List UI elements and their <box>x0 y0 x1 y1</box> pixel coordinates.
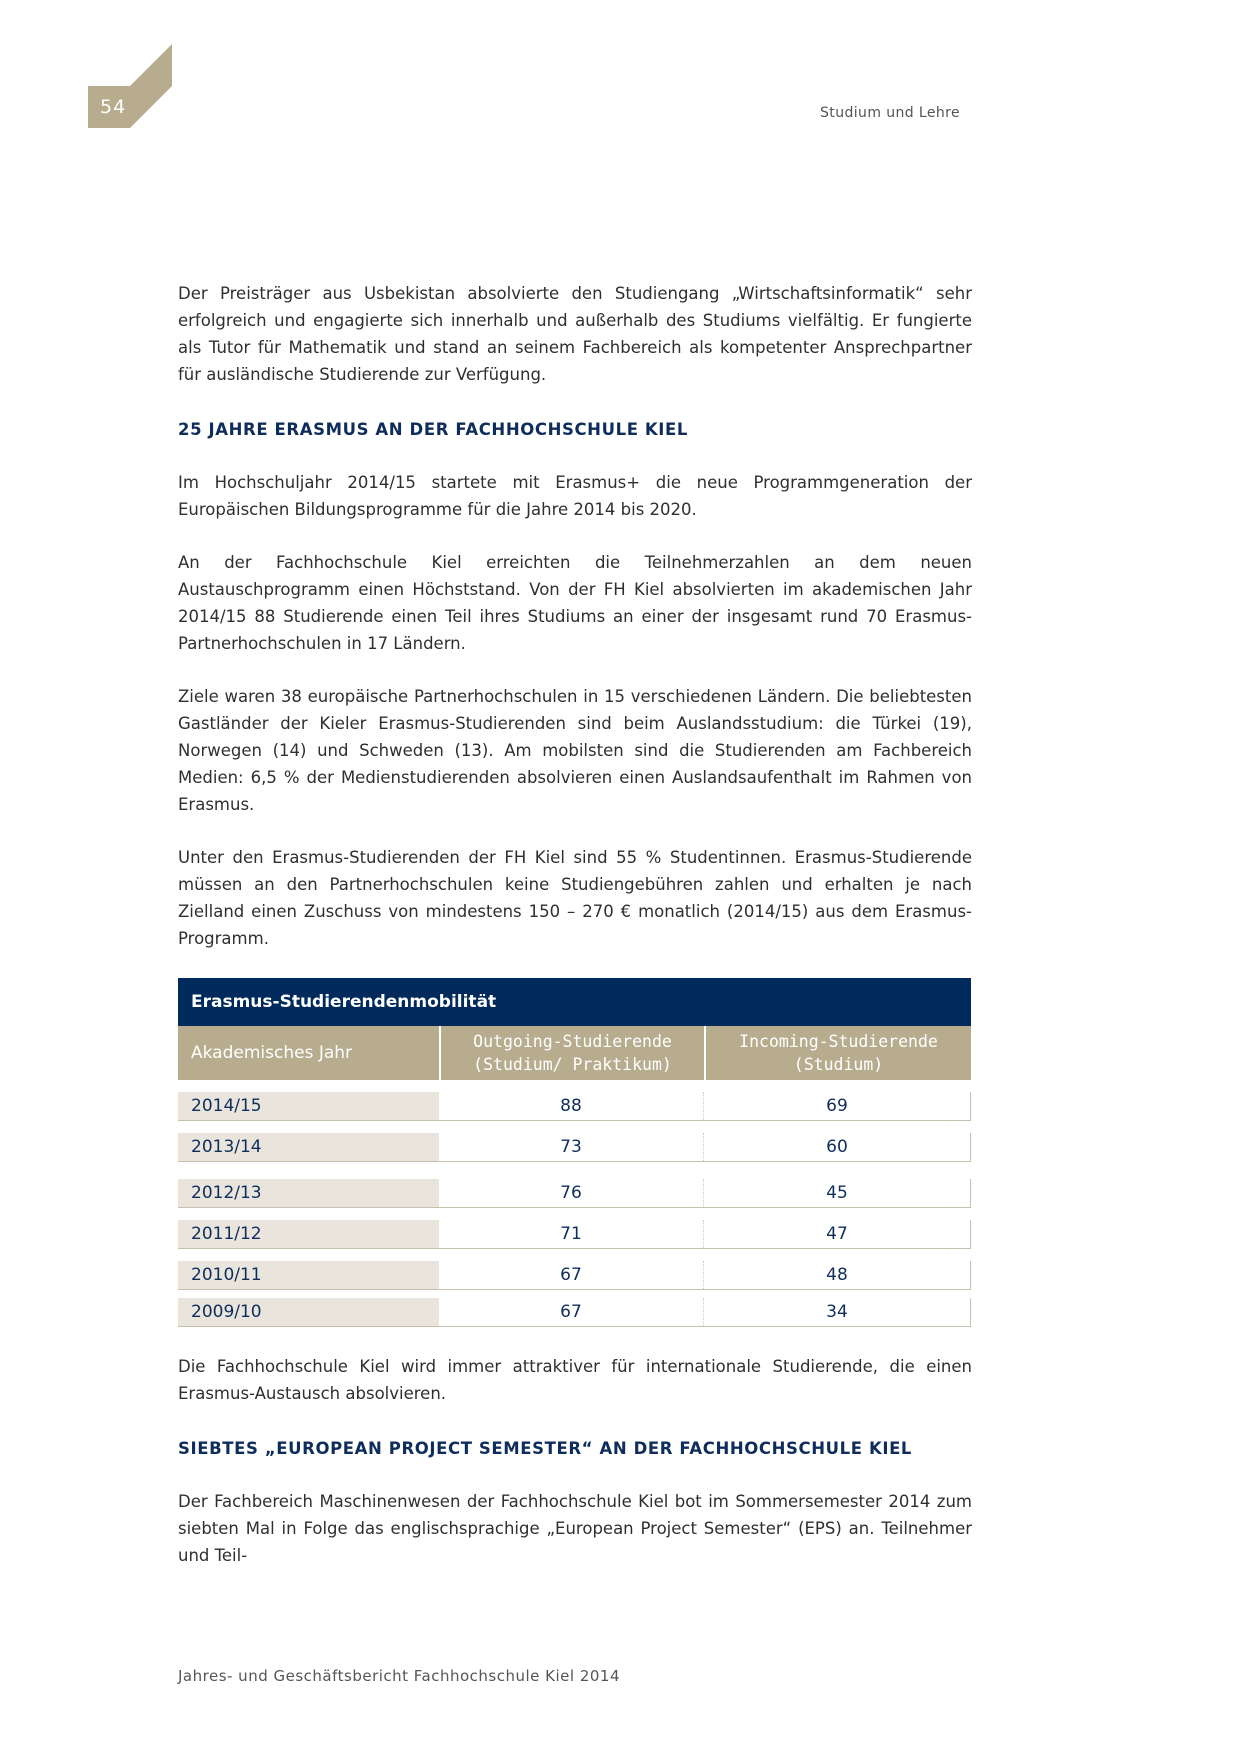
footer-text: Jahres- und Geschäftsbericht Fachhochschule Kiel 2014 <box>178 1667 621 1685</box>
row-incoming: 60 <box>704 1133 971 1161</box>
row-incoming: 69 <box>704 1092 971 1120</box>
erasmus-mobility-table <box>178 978 971 1327</box>
header-outgoing-line1: Outgoing-Studierende <box>473 1032 672 1051</box>
header-outgoing <box>439 1026 704 1080</box>
header-incoming-line2: (Studium) <box>793 1055 884 1074</box>
table-row <box>178 1220 971 1249</box>
row-incoming: 34 <box>704 1298 971 1326</box>
row-outgoing: 76 <box>439 1179 704 1207</box>
erasmus-paragraph: Unter den Erasmus-Studierenden der FH Kiel sind 55 % Studentinnen. Erasmus-Studierende müssen an den Partnerhochschulen keine Studiengebühren zahlen und erhalten je nach Zielland einen Zuschuss von mindestens 150 – 270 € monatlich (2014/15) aus dem Erasmus-Programm. <box>178 848 972 948</box>
header-outgoing-line2: (Studium/ Praktikum) <box>473 1055 672 1074</box>
table-row <box>178 1092 971 1121</box>
row-outgoing: 67 <box>439 1261 704 1289</box>
table-row <box>178 1179 971 1208</box>
erasmus-heading: 25 JAHRE ERASMUS AN DER FACHHOCHSCHULE KIEL <box>178 420 689 439</box>
row-incoming: 45 <box>704 1179 971 1207</box>
row-outgoing: 71 <box>439 1220 704 1248</box>
row-incoming: 48 <box>704 1261 971 1289</box>
row-year: 2012/13 <box>178 1179 439 1207</box>
erasmus-paragraph: Im Hochschuljahr 2014/15 startete mit Erasmus+ die neue Programmgeneration der Europäischen Bildungsprogramme für die Jahre 2014 bis 2020. <box>178 473 972 519</box>
row-outgoing: 73 <box>439 1133 704 1161</box>
row-year: 2009/10 <box>178 1298 439 1326</box>
page-number: 54 <box>100 96 127 118</box>
row-incoming: 47 <box>704 1220 971 1248</box>
row-outgoing: 88 <box>439 1092 704 1120</box>
erasmus-paragraph: An der Fachhochschule Kiel erreichten die Teilnehmerzahlen an dem neuen Austauschprogramm einen Höchststand. Von der FH Kiel absolvierten im akademischen Jahr 2014/15 88 Studierende einen Teil ihres Studiums an einer der insgesamt rund 70 Erasmus- Partnerhochschulen in 17 Ländern. <box>178 553 972 653</box>
header-incoming-line1: Incoming-Studierende <box>739 1032 938 1051</box>
table-header-row <box>178 1026 971 1080</box>
header-academic-year: Akademisches Jahr <box>191 1043 353 1063</box>
row-year: 2011/12 <box>178 1220 439 1248</box>
table-title: Erasmus-Studierendenmobilität <box>178 978 971 1026</box>
row-year: 2014/15 <box>178 1092 439 1120</box>
table-row <box>178 1298 971 1327</box>
after-table-paragraph: Die Fachhochschule Kiel wird immer attraktiver für internationale Studierende, die einen Erasmus-Austausch absolvieren. <box>178 1357 972 1403</box>
section-label: Studium und Lehre <box>820 105 960 121</box>
eps-paragraph: Der Fachbereich Maschinenwesen der Fachhochschule Kiel bot im Sommersemester 2014 zum siebten Mal in Folge das englischsprachige „European Project Semester“ (EPS) an. Teilnehmer und Teil- <box>178 1492 972 1565</box>
main-content <box>178 280 972 1595</box>
row-year: 2010/11 <box>178 1261 439 1289</box>
intro-paragraph: Der Preisträger aus Usbekistan absolvierte den Studiengang „Wirtschaftsinformatik“ sehr erfolgreich und engagierte sich innerhalb und außerhalb des Studiums vielfältig. Er fungierte als Tutor für Mathematik und stand an seinem Fachbereich als kompetenter Ansprechpartner für ausländische Studierende zur Verfügung. <box>178 284 972 384</box>
eps-heading: SIEBTES „EUROPEAN PROJECT SEMESTER“ AN DER FACHHOCHSCHULE KIEL <box>178 1439 913 1458</box>
row-year: 2013/14 <box>178 1133 439 1161</box>
row-outgoing: 67 <box>439 1298 704 1326</box>
header-incoming <box>704 1026 971 1080</box>
table-row <box>178 1261 971 1290</box>
erasmus-paragraph: Ziele waren 38 europäische Partnerhochschulen in 15 verschiedenen Ländern. Die beliebtesten Gastländer der Kieler Erasmus-Studierenden sind beim Auslandsstudium: die Türkei (19), Norwegen (14) und Schweden (13). Am mobilsten sind die Studierenden am Fachbereich Medien: 6,5 % der Medienstudierenden absolvieren einen Auslandsaufenthalt im Rahmen von Erasmus. <box>178 687 972 814</box>
table-row <box>178 1133 971 1162</box>
